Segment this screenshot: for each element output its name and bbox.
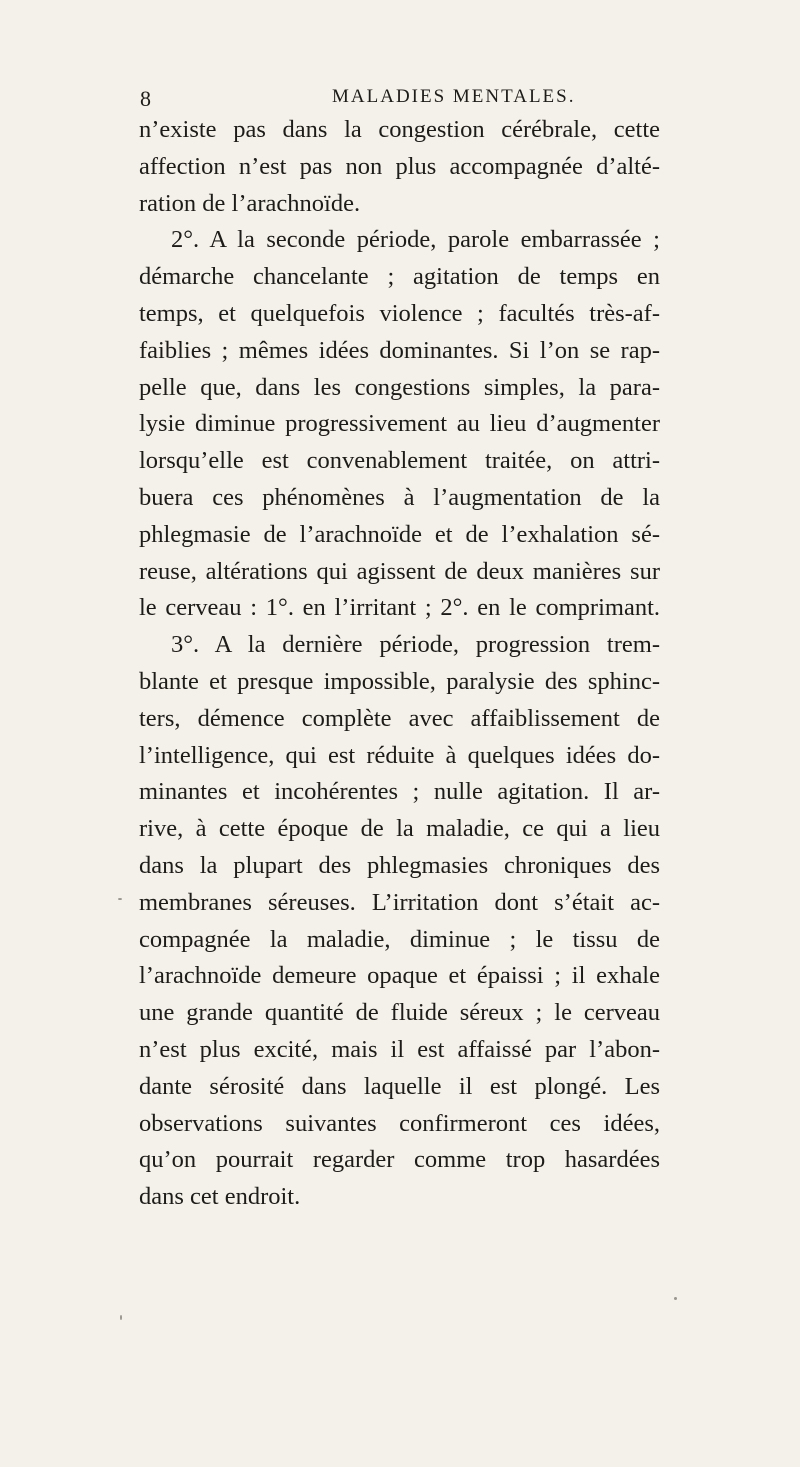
text-line: membranes séreuses. L’irritation dont s’était ac- xyxy=(139,888,660,916)
text-line: démarche chancelante ; agitation de temps en xyxy=(139,263,660,291)
text-line: buera ces phénomènes à l’augmentation de la xyxy=(139,483,660,511)
text-line: l’arachnoïde demeure opaque et épaissi ; il exhale xyxy=(139,962,660,990)
text-line: dante sérosité dans laquelle il est plongé. Les xyxy=(139,1072,660,1100)
text-line: compagnée la maladie, diminue ; le tissu de xyxy=(139,925,660,953)
text-line: pelle que, dans les congestions simples, la para- xyxy=(139,373,660,401)
text-line: blante et presque impossible, paralysie des sphinc- xyxy=(139,667,660,695)
text-line: une grande quantité de fluide séreux ; le cerveau xyxy=(139,999,660,1027)
text-line: rive, à cette époque de la maladie, ce qui a lieu xyxy=(139,815,660,843)
text-line: minantes et incohérentes ; nulle agitation. Il ar- xyxy=(139,778,660,806)
text-line: affection n’est pas non plus accompagnée d’alté- xyxy=(139,152,660,180)
text-line: observations suivantes confirmeront ces idées, xyxy=(139,1109,660,1137)
text-line: 3°. A la dernière période, progression trem- xyxy=(171,631,660,659)
running-title: MALADIES MENTALES. xyxy=(332,86,576,107)
text-line: reuse, altérations qui agissent de deux manières sur xyxy=(139,557,660,585)
page-number: 8 xyxy=(140,86,151,111)
text-line: le cerveau : 1°. en l’irritant ; 2°. en le comprimant. xyxy=(139,594,660,622)
text-line: ration de l’arachnoïde. xyxy=(139,189,361,217)
text-line: temps, et quelquefois violence ; facultés très-af- xyxy=(139,299,660,327)
text-line: dans cet endroit. xyxy=(139,1183,301,1211)
paper-speck xyxy=(120,1315,122,1320)
text-line: lysie diminue progressivement au lieu d’augmenter xyxy=(139,410,660,438)
text-line: ters, démence complète avec affaiblissement de xyxy=(139,704,660,732)
text-line: n’existe pas dans la congestion cérébrale, cette xyxy=(139,116,660,143)
body-text xyxy=(139,112,660,1216)
text-line: lorsqu’elle est convenablement traitée, on attri- xyxy=(139,447,660,475)
text-line: 2°. A la seconde période, parole embarrassée ; xyxy=(171,226,660,254)
text-line: dans la plupart des phlegmasies chroniques des xyxy=(139,851,660,879)
text-line: l’intelligence, qui est réduite à quelques idées do- xyxy=(139,741,660,769)
paper-speck xyxy=(118,898,122,900)
text-line: faiblies ; mêmes idées dominantes. Si l’on se rap- xyxy=(139,336,660,364)
text-line: phlegmasie de l’arachnoïde et de l’exhalation sé- xyxy=(139,520,660,548)
text-line: n’est plus excité, mais il est affaissé par l’abon- xyxy=(139,1035,660,1063)
text-line: qu’on pourrait regarder comme trop hasardées xyxy=(139,1146,660,1174)
running-head xyxy=(140,86,640,110)
paper-speck xyxy=(674,1297,677,1300)
